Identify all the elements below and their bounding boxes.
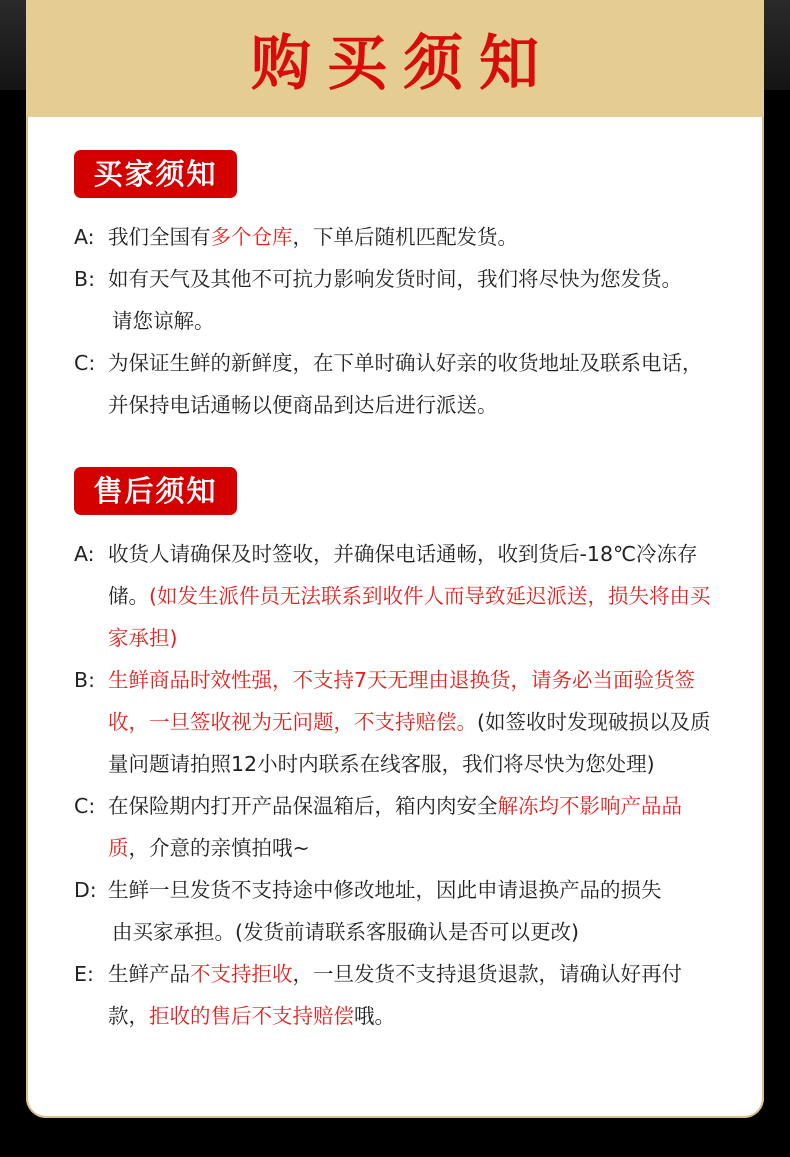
card-header (26, 0, 764, 117)
highlight-text: 拒收的售后不支持赔偿 (149, 1004, 354, 1028)
plain-text: 在保险期内打开产品保温箱后，箱内肉安全 (108, 794, 498, 818)
item-text (108, 659, 714, 785)
item-text (108, 342, 714, 426)
item-text (108, 216, 714, 258)
plain-text: 如有天气及其他不可抗力影响发货时间，我们将尽快为您发货。 (108, 267, 682, 291)
buyer-item (74, 342, 714, 426)
notice-card (26, 0, 764, 1118)
buyer-list (74, 216, 714, 426)
buyer-item (74, 216, 714, 258)
highlight-text: (如发生派件员无法联系到收件人而导致延迟派送，损失将由买家承担) (108, 584, 711, 650)
highlight-text: 多个仓库 (210, 225, 293, 249)
item-letter: B: (74, 668, 95, 692)
aftersale-item (74, 659, 714, 785)
item-text (108, 258, 714, 342)
highlight-text: 生鲜商品时效性强，不支持7天无理由退换货，请务必当面验货签收，一旦签收视为无问题，不支持赔偿。 (108, 668, 696, 734)
plain-text: ，下单后随机匹配发货。 (292, 225, 518, 249)
item-text (108, 533, 714, 659)
item-text (108, 869, 714, 953)
buyer-section (74, 150, 714, 426)
plain-text: 生鲜一旦发货不支持途中修改地址，因此申请退换产品的损失 (108, 878, 662, 902)
plain-text: 生鲜产品 (108, 962, 190, 986)
item-letter: A: (74, 542, 95, 566)
item-letter: B: (74, 267, 95, 291)
plain-text: ，一旦发货不支持退货退款，请确认好再付款， (108, 962, 682, 1028)
buyer-item (74, 258, 714, 342)
item-letter: C: (74, 351, 96, 375)
plain-text: 我们全国有 (108, 225, 211, 249)
aftersale-section (74, 467, 714, 1037)
page-title: 购买须知 (251, 28, 555, 99)
item-letter: D: (74, 878, 97, 902)
plain-text: (如签收时发现破损以及质量问题请拍照12小时内联系在线客服，我们将尽快为您处理) (108, 710, 711, 776)
item-text (108, 953, 714, 1037)
item-continuation: 由买家承担。(发货前请联系客服确认是否可以更改) (112, 920, 579, 944)
item-letter: E: (74, 962, 94, 986)
highlight-text: 解冻均不影响产品品质 (108, 794, 682, 860)
item-text (108, 785, 714, 869)
plain-text: 收货人请确保及时签收，并确保电话通畅，收到货后-18℃冷冻存储。 (108, 542, 698, 608)
aftersale-item (74, 533, 714, 659)
plain-text: ，介意的亲慎拍哦~ (128, 836, 310, 860)
plain-text: 为保证生鲜的新鲜度，在下单时确认好亲的收货地址及联系电话，并保持电话通畅以便商品到达后进行派送。 (108, 351, 703, 417)
aftersale-heading: 售后须知 (74, 467, 237, 515)
item-continuation: 请您谅解。 (112, 309, 215, 333)
item-letter: A: (74, 225, 95, 249)
aftersale-item (74, 785, 714, 869)
aftersale-item (74, 953, 714, 1037)
aftersale-item (74, 869, 714, 953)
highlight-text: 不支持拒收 (190, 962, 293, 986)
buyer-heading: 买家须知 (74, 150, 237, 198)
plain-text: 哦。 (354, 1004, 395, 1028)
aftersale-list (74, 533, 714, 1037)
item-letter: C: (74, 794, 96, 818)
